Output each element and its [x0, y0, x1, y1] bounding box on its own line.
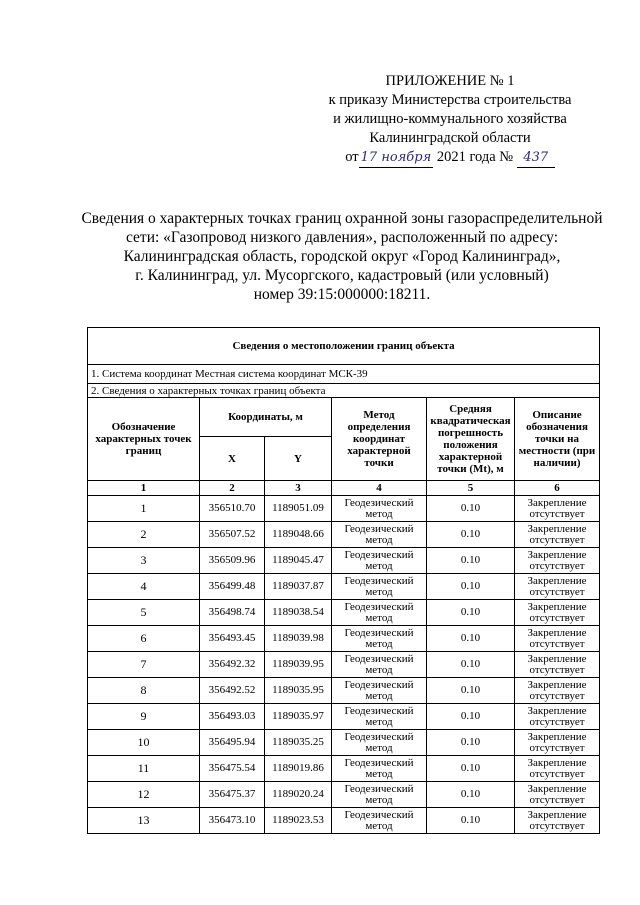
- coord-x: 356498.74: [200, 600, 265, 626]
- method: Геодезический метод: [332, 678, 427, 704]
- method: Геодезический метод: [332, 730, 427, 756]
- coord-y: 1189039.95: [265, 652, 332, 678]
- point-number: 1: [88, 496, 200, 522]
- method: Геодезический метод: [332, 756, 427, 782]
- point-number: 10: [88, 730, 200, 756]
- header-method: Метод определения координат характерной точки: [332, 398, 427, 481]
- method: Геодезический метод: [332, 548, 427, 574]
- appendix-line-1: к приказу Министерства строительства: [328, 92, 572, 108]
- method: Геодезический метод: [332, 574, 427, 600]
- coord-x: 356492.52: [200, 678, 265, 704]
- point-number: 7: [88, 652, 200, 678]
- header-y: Y: [265, 437, 332, 481]
- appendix-block: [300, 72, 600, 168]
- point-number: 12: [88, 782, 200, 808]
- table-title: Сведения о местоположении границ объекта: [88, 328, 600, 365]
- table-row: [88, 548, 600, 574]
- coord-x: 356475.37: [200, 782, 265, 808]
- coord-y: 1189048.66: [265, 522, 332, 548]
- table-row: [88, 808, 600, 834]
- document-heading: [72, 209, 612, 304]
- coord-y: 1189038.54: [265, 600, 332, 626]
- coord-x: 356509.96: [200, 548, 265, 574]
- column-number: 2: [200, 481, 265, 496]
- coord-y: 1189039.98: [265, 626, 332, 652]
- description: Закрепление отсутствует: [515, 548, 600, 574]
- header-coordinates: Координаты, м: [200, 398, 332, 437]
- method: Геодезический метод: [332, 808, 427, 834]
- table-row: [88, 678, 600, 704]
- point-number: 4: [88, 574, 200, 600]
- column-number-row: [88, 481, 600, 496]
- coord-x: 356507.52: [200, 522, 265, 548]
- coord-y: 1189051.09: [265, 496, 332, 522]
- method: Геодезический метод: [332, 522, 427, 548]
- coord-y: 1189019.86: [265, 756, 332, 782]
- coord-y: 1189023.53: [265, 808, 332, 834]
- accuracy: 0.10: [427, 782, 515, 808]
- accuracy: 0.10: [427, 730, 515, 756]
- handwritten-order-number: 437: [517, 148, 555, 168]
- description: Закрепление отсутствует: [515, 678, 600, 704]
- description: Закрепление отсутствует: [515, 522, 600, 548]
- coord-x: 356492.32: [200, 652, 265, 678]
- accuracy: 0.10: [427, 652, 515, 678]
- description: Закрепление отсутствует: [515, 808, 600, 834]
- coord-x: 356510.70: [200, 496, 265, 522]
- point-number: 9: [88, 704, 200, 730]
- coord-x: 356473.10: [200, 808, 265, 834]
- column-number: 4: [332, 481, 427, 496]
- date-prefix: от: [345, 149, 359, 165]
- appendix-line-3: Калининградской области: [369, 130, 531, 146]
- coord-y: 1189020.24: [265, 782, 332, 808]
- coord-y: 1189035.97: [265, 704, 332, 730]
- point-number: 6: [88, 626, 200, 652]
- description: Закрепление отсутствует: [515, 652, 600, 678]
- points-caption: 2. Сведения о характерных точках границ объекта: [88, 384, 600, 398]
- method: Геодезический метод: [332, 496, 427, 522]
- column-number: 5: [427, 481, 515, 496]
- coord-x: 356475.54: [200, 756, 265, 782]
- accuracy: 0.10: [427, 600, 515, 626]
- table-row: [88, 522, 600, 548]
- accuracy: 0.10: [427, 574, 515, 600]
- table-row: [88, 600, 600, 626]
- accuracy: 0.10: [427, 548, 515, 574]
- date-year: 2021 года №: [436, 149, 514, 165]
- appendix-title: ПРИЛОЖЕНИЕ № 1: [385, 73, 515, 89]
- coordinate-system: 1. Система координат Местная система координат МСК-39: [88, 365, 600, 384]
- coord-x: 356495.94: [200, 730, 265, 756]
- column-number: 1: [88, 481, 200, 496]
- method: Геодезический метод: [332, 704, 427, 730]
- accuracy: 0.10: [427, 678, 515, 704]
- coord-y: 1189035.25: [265, 730, 332, 756]
- description: Закрепление отсутствует: [515, 782, 600, 808]
- coord-y: 1189037.87: [265, 574, 332, 600]
- description: Закрепление отсутствует: [515, 600, 600, 626]
- point-number: 5: [88, 600, 200, 626]
- accuracy: 0.10: [427, 496, 515, 522]
- heading-line-4: г. Калининград, ул. Мусоргского, кадастровый (или условный): [135, 267, 549, 284]
- heading-line-5: номер 39:15:000000:18211.: [253, 286, 431, 303]
- table-row: [88, 626, 600, 652]
- boundary-points-table: [87, 327, 600, 834]
- table-row: [88, 730, 600, 756]
- header-accuracy: Средняя квадратическая погрешность положения характерной точки (Mt), м: [427, 398, 515, 481]
- coord-x: 356499.48: [200, 574, 265, 600]
- point-number: 8: [88, 678, 200, 704]
- point-number: 13: [88, 808, 200, 834]
- accuracy: 0.10: [427, 522, 515, 548]
- method: Геодезический метод: [332, 626, 427, 652]
- table-row: [88, 782, 600, 808]
- description: Закрепление отсутствует: [515, 574, 600, 600]
- appendix-date-line: [300, 148, 600, 168]
- coord-x: 356493.03: [200, 704, 265, 730]
- table-row: [88, 704, 600, 730]
- method: Геодезический метод: [332, 652, 427, 678]
- description: Закрепление отсутствует: [515, 626, 600, 652]
- point-number: 11: [88, 756, 200, 782]
- description: Закрепление отсутствует: [515, 730, 600, 756]
- header-description: Описание обозначения точки на местности (при наличии): [515, 398, 600, 481]
- column-number: 3: [265, 481, 332, 496]
- table-row: [88, 496, 600, 522]
- method: Геодезический метод: [332, 600, 427, 626]
- coord-y: 1189045.47: [265, 548, 332, 574]
- accuracy: 0.10: [427, 704, 515, 730]
- handwritten-date: 17 ноября: [359, 148, 434, 168]
- heading-line-2: сети: «Газопровод низкого давления», расположенный по адресу:: [125, 229, 558, 246]
- table-row: [88, 574, 600, 600]
- point-number: 2: [88, 522, 200, 548]
- appendix-line-2: и жилищно-коммунального хозяйства: [333, 111, 567, 127]
- method: Геодезический метод: [332, 782, 427, 808]
- coord-y: 1189035.95: [265, 678, 332, 704]
- description: Закрепление отсутствует: [515, 496, 600, 522]
- heading-line-1: Сведения о характерных точках границ охранной зоны газораспределительной: [81, 210, 603, 227]
- point-number: 3: [88, 548, 200, 574]
- table-row: [88, 756, 600, 782]
- table-row: [88, 652, 600, 678]
- accuracy: 0.10: [427, 756, 515, 782]
- accuracy: 0.10: [427, 808, 515, 834]
- coord-x: 356493.45: [200, 626, 265, 652]
- accuracy: 0.10: [427, 626, 515, 652]
- heading-line-3: Калининградская область, городской округ «Город Калининград»,: [123, 248, 561, 265]
- column-number: 6: [515, 481, 600, 496]
- description: Закрепление отсутствует: [515, 704, 600, 730]
- header-point: Обозначение характерных точек границ: [88, 398, 200, 481]
- description: Закрепление отсутствует: [515, 756, 600, 782]
- header-x: X: [200, 437, 265, 481]
